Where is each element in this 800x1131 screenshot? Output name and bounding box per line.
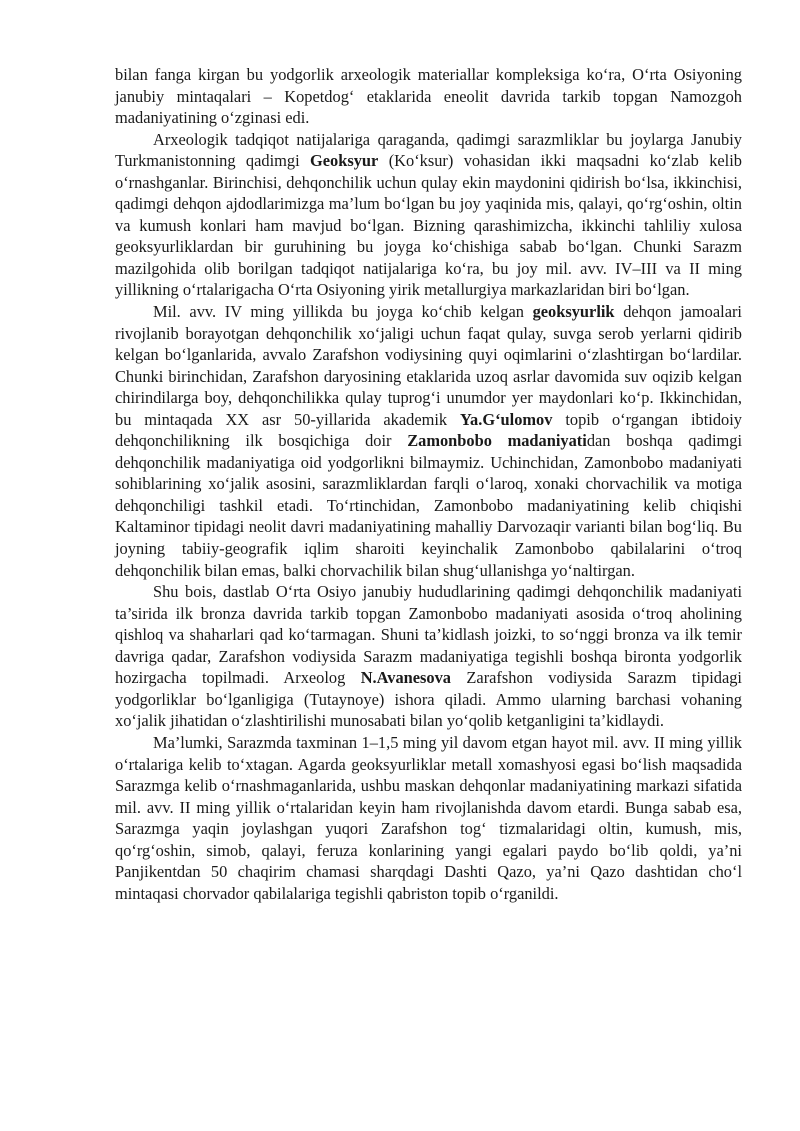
paragraph-2 [115,129,742,301]
text-run: dan boshqa qadimgi dehqonchilik madaniyatiga oid yodgorlikni bilmaymiz. Uchinchidan, Zamonbobo madaniyati sohiblarining xo‘jalik asosini, sarazmliklardan farqli o‘laroq, xonaki chorvachilik va motiga dehqonchiligi tashkil etadi. To‘rtinchidan, Zamonbobo madaniyatining kelib chiqishi Kaltaminor tipidagi neolit davri madaniyatining mahalliy Darvozaqir varianti bilan bog‘liq. Bu joyning tabiiy-geografik iqlim sharoiti keyinchalik Zamonbobo qabilalarini o‘troq dehqonchilik bilan emas, balki chorvachilik bilan shug‘ullanishga yo‘naltirgan. [115,431,743,580]
text-run: Mil. avv. IV ming yillikda bu joyga ko‘chib kelgan [153,302,533,322]
text-run: (Ko‘ksur) vohasidan ikki maqsadni ko‘zlab kelib o‘rnashganlar. Birinchisi, dehqonchilik uchun qulay ekin maydonini qidirish bo‘lsa, ikkinchisi, qadimgi dehqon ajdodlarimizga ma’lum bo‘lgan bu joy yaqinida mis, qalayi, qo‘rg‘oshin, oltin va kumush konlari ham mavjud bo‘lgan. Bizning qarashimizcha, ikkinchi tahliliy xulosa geoksyurliklardan bir guruhining bu joyga ko‘chishiga sabab bo‘lgan. Chunki Sarazm mazilgohida olib borilgan tadqiqot natijalariga ko‘ra, bu joy mil. avv. IV–III va II ming yillikning o‘rtalarigacha O‘rta Osiyoning yirik metallurgiya markazlaridan biri bo‘lgan. [115,151,742,300]
document-page [115,64,742,904]
paragraph-4 [115,581,742,732]
text-run: bilan fanga kirgan bu yodgorlik arxeologik materiallar kompleksiga ko‘ra, O‘rta Osiyoning janubiy mintaqalari – Kopetdog‘ etaklarida eneolit davrida tarkib topgan Namozgoh madaniyatining o‘zginasi edi. [115,65,742,128]
text-run: Shu bois, dastlab O‘rta Osiyo janubiy hududlarining qadimgi dehqonchilik madaniyati ta’sirida ilk bronza davrida tarkib topgan Zamonbobo madaniyati asosida o‘troq aholining qishloq va shaharlari qad ko‘tarmagan. Shuni ta’kidlash joizki, to so‘nggi bronza va ilk temir davriga qadar, Zarafshon vodiysida Sarazm madaniyatiga tegishli boshqa bironta yodgorlik hozirgacha topilmadi. Arxeolog [115,582,742,688]
bold-name-gulomov: Ya.G‘ulomov [460,409,553,429]
text-run: dehqon jamoalari rivojlanib borayotgan dehqonchilik xo‘jaligi uchun faqat qulay, suvga serob yerlarni qidirib kelgan bo‘lganlarida, avvalo Zarafshon vodiysining quyi oqimlarini o‘zlashtirgan bo‘lardilar. Chunki birinchidan, Zarafshon daryosining etaklarida uzoq asrlar davomida suv oqizib kelgan chirindilarga boy, dehqonchilikka qulay tuprog‘i unumdor yer maydonlari ko‘p. Ikkinchidan, bu mintaqada XX asr 50-yillarida akademik [115,302,742,429]
bold-term-zamonbobo: Zamonbobo madaniyati [407,431,587,451]
bold-term-geoksyur: Geoksyur [310,151,379,171]
bold-term-geoksyurlik: geoksyurlik [532,302,615,322]
paragraph-5 [115,732,742,904]
paragraph-3 [115,301,742,581]
bold-name-avanesova: N.Avanesova [360,668,452,688]
text-run: Ma’lumki, Sarazmda taxminan 1–1,5 ming yil davom etgan hayot mil. avv. II ming yillik o‘rtalariga kelib to‘xtagan. Agarda geoksyurliklar metall xomashyosi egasi bo‘lish maqsadida Sarazmga kelib o‘rnashmaganlarida, ushbu maskan dehqonlar madaniyatining markazi sifatida mil. avv. II ming yillik o‘rtalaridan keyin ham rivojlanishda davom etardi. Bunga sabab esa, Sarazmga yaqin joylashgan yuqori Zarafshon tog‘ tizmalaridagi oltin, kumush, mis, qo‘rg‘oshin, simob, qalayi, feruza konlarining yangi egalari paydo bo‘lib qoldi, ya’ni Panjikentdan 50 chaqirim chamasi sharqdagi Dashti Qazo, ya’ni Qazo dashtidan cho‘l mintaqasi chorvador qabilalariga tegishli qabriston topib o‘rganildi. [115,732,742,903]
text-run: topib o‘rgangan ibtidoiy dehqonchilikning ilk bosqichiga doir [115,409,742,451]
paragraph-1 [115,64,742,129]
text-run: Arxeologik tadqiqot natijalariga qaraganda, qadimgi sarazmliklar bu joylarga Janubiy Turkmanistonning qadimgi [115,129,742,171]
text-run: Zarafshon vodiysida Sarazm tipidagi yodgorliklar bo‘lganligiga (Tutaynoye) ishora qiladi. Ammo ularning barchasi vohaning xo‘jalik jihatidan o‘zlashtirilishi munosabati bilan yo‘qolib ketganligini ta’kidlaydi. [115,668,742,731]
